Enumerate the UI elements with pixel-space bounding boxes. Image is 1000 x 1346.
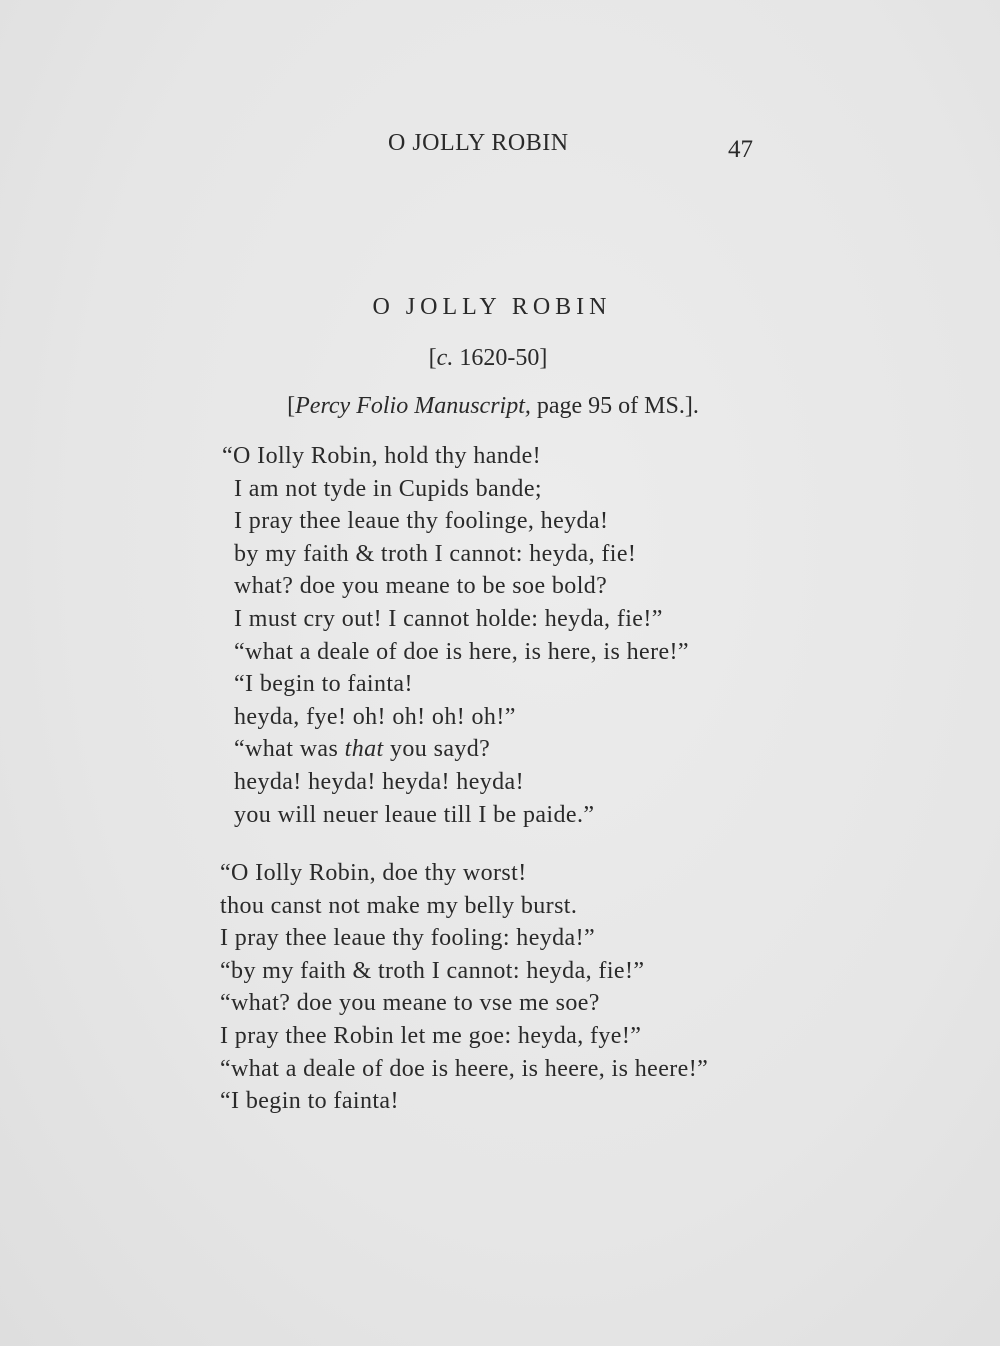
verse-text: you sayd? [383,736,491,763]
verse-line: heyda, fye! oh! oh! oh! oh!” [234,703,516,730]
verse-line: “I begin to fainta! [220,1088,399,1115]
verse-line: thou canst not make my belly burst. [220,892,578,919]
verse-line: you will neuer leaue till I be paide.” [234,801,595,828]
verse-line: by my faith & troth I cannot: heyda, fie! [234,540,637,567]
date-circa: c. [436,345,454,371]
running-head: O JOLLY ROBIN [388,130,569,156]
verse-line: “O Iolly Robin, hold thy hande! [222,443,542,469]
verse-line: “what? doe you meane to vse me soe? [220,990,600,1017]
verse-line: “O Iolly Robin, doe thy worst! [220,860,527,886]
poem-date [0,345,976,372]
poem-title: O JOLLY ROBIN [372,294,612,320]
verse-line: I pray thee leaue thy fooling: heyda!” [220,925,596,952]
verse-line: I am not tyde in Cupids bande; [234,475,542,502]
verse-text: “what was [234,736,345,763]
date-years: 1620-50] [453,345,548,371]
verse-line [222,733,689,766]
verse-line: “I begin to fainta! [234,671,413,698]
stanza-1 [222,440,689,831]
verse-line: heyda! heyda! heyda! heyda! [234,768,524,795]
poem-source [0,393,986,420]
verse-line: I pray thee leaue thy foolinge, heyda! [234,508,609,535]
page-number: 47 [728,136,753,163]
source-rest: page 95 of MS.]. [530,393,699,419]
source-open-bracket: [ [287,393,296,419]
date-open-bracket: [ [428,345,437,371]
verse-line: “what a deale of doe is here, is here, is here!” [234,638,689,665]
stanza-2 [220,857,708,1118]
verse-line: I must cry out! I cannot holde: heyda, fie!” [234,605,663,632]
verse-line: “what a deale of doe is heere, is heere, is heere!” [220,1055,709,1082]
verse-emphasis: that [344,736,384,763]
source-manuscript: Percy Folio Manuscript, [295,393,531,419]
verse-line: “by my faith & troth I cannot: heyda, fie!” [220,957,645,984]
verse-line: I pray thee Robin let me goe: heyda, fye!” [220,1022,642,1049]
verse-line: what? doe you meane to be soe bold? [234,573,608,600]
